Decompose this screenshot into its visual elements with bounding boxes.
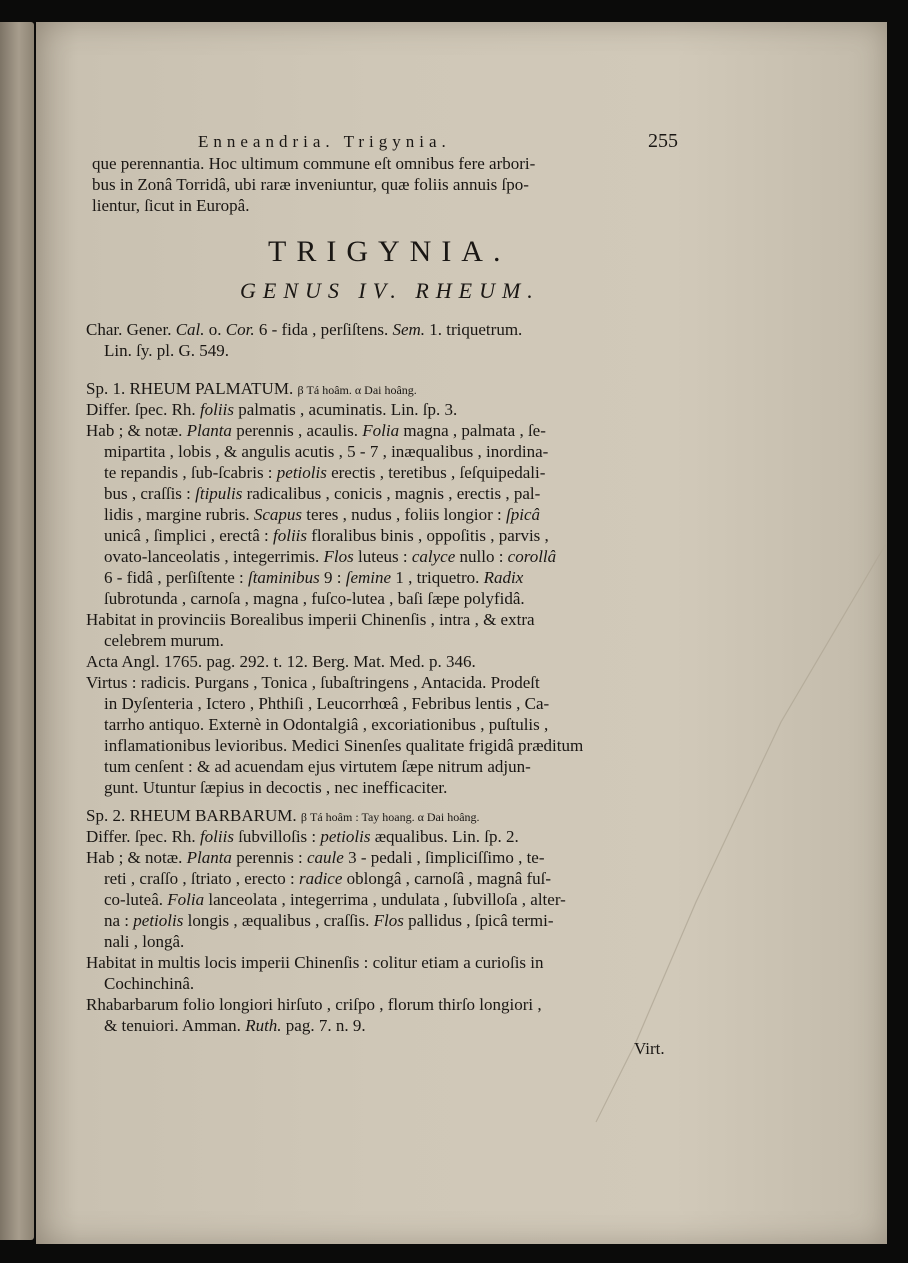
text-line: Rhabarbarum folio longiori hirſuto , criſpo , florum thirſo longiori , bbox=[86, 995, 542, 1014]
text-line: bus , craſſis : ſtipulis radicalibus , conicis , magnis , erectis , pal- bbox=[104, 484, 541, 503]
text-line: in Dyſenteria , Ictero , Phthiſi , Leucorrhœâ , Febribus lentis , Ca- bbox=[104, 694, 550, 713]
page-number: 255 bbox=[648, 130, 678, 152]
text-line: co-luteâ. Folia lanceolata , integerrima , undulata , ſubvilloſa , alter- bbox=[104, 890, 566, 909]
text-line: Differ. ſpec. Rh. foliis palmatis , acuminatis. Lin. ſp. 3. bbox=[86, 400, 458, 419]
text-line: inflamationibus levioribus. Medici Sinenſes qualitate frigidâ præditum bbox=[104, 736, 584, 755]
text-line: Habitat in provinciis Borealibus imperii Chinenſis , intra , & extra bbox=[86, 610, 535, 629]
chinese-names: β Tá hoâm : Tay hoang. α Dai hoâng. bbox=[300, 810, 480, 824]
text-line: Habitat in multis locis imperii Chinenſis : colitur etiam a curioſis in bbox=[86, 953, 544, 972]
text-line: Cochinchinâ. bbox=[104, 974, 195, 993]
text-line: lidis , margine rubris. Scapus teres , nudus , foliis longior : ſpicâ bbox=[104, 505, 540, 524]
text-line: Differ. ſpec. Rh. foliis ſubvilloſis : petiolis æqualibus. Lin. ſp. 2. bbox=[86, 827, 519, 846]
genus-character: Char. Gener. Cal. o. Cor. 6 - fida , perſiſtens. Sem. 1. triquetrum. bbox=[86, 320, 523, 339]
text-line: tarrho antiquo. Externè in Odontalgiâ , excoriationibus , puſtulis , bbox=[104, 715, 549, 734]
intro-line: lientur, ſicut in Europâ. bbox=[92, 196, 250, 215]
species-1-heading bbox=[86, 379, 417, 400]
text-line: tum cenſent : & ad acuendam ejus virtutem ſæpe nitrum adjun- bbox=[104, 757, 531, 776]
book-page bbox=[36, 22, 887, 1244]
text-line: celebrem murum. bbox=[104, 631, 224, 650]
species-2-heading bbox=[86, 806, 480, 827]
text-line: Acta Angl. 1765. pag. 292. t. 12. Berg. Mat. Med. p. 346. bbox=[86, 652, 476, 671]
previous-page-edge bbox=[0, 22, 34, 1240]
genus-title: GENUS IV. RHEUM. bbox=[240, 278, 540, 303]
text-line: ſubrotunda , carnoſa , magna , fuſco-lutea , baſi ſæpe polyfidâ. bbox=[104, 589, 525, 608]
running-title: Enneandria. Trigynia. bbox=[198, 132, 451, 151]
text-line: Hab ; & notæ. Planta perennis : caule 3 - pedali , ſimpliciſſimo , te- bbox=[86, 848, 545, 867]
text-line: ovato-lanceolatis , integerrimis. Flos luteus : calyce nullo : corollâ bbox=[104, 547, 557, 566]
section-title: TRIGYNIA. bbox=[268, 235, 511, 268]
species-name: Sp. 2. RHEUM BARBARUM. bbox=[86, 806, 297, 825]
text-line: na : petiolis longis , æqualibus , craſſis. Flos pallidus , ſpicâ termi- bbox=[104, 911, 554, 930]
intro-line: bus in Zonâ Torridâ, ubi raræ inveniuntur, quæ foliis annuis ſpo- bbox=[92, 175, 529, 194]
text-line: mipartita , lobis , & angulis acutis , 5 - 7 , inæqualibus , inordina- bbox=[104, 442, 549, 461]
text-line: Virtus : radicis. Purgans , Tonica , ſubaſtringens , Antacida. Prodeſt bbox=[86, 673, 540, 692]
catchword: Virt. bbox=[634, 1039, 665, 1058]
species-name: Sp. 1. RHEUM PALMATUM. bbox=[86, 379, 294, 398]
intro-line: que perennantia. Hoc ultimum commune eſt omnibus fere arbori- bbox=[92, 154, 536, 173]
text-line: te repandis , ſub-ſcabris : petiolis erectis , teretibus , ſeſquipedali- bbox=[104, 463, 546, 482]
text-line: reti , craſſo , ſtriato , erecto : radice oblongâ , carnoſâ , magnâ fuſ- bbox=[104, 869, 552, 888]
text-line: unicâ , ſimplici , erectâ : foliis floralibus binis , oppoſitis , parvis , bbox=[104, 526, 549, 545]
genus-reference: Lin. ſy. pl. G. 549. bbox=[104, 341, 229, 360]
text-line: & tenuiori. Amman. Ruth. pag. 7. n. 9. bbox=[104, 1016, 366, 1035]
text-line: nali , longâ. bbox=[104, 932, 185, 951]
text-line: Hab ; & notæ. Planta perennis , acaulis. Folia magna , palmata , ſe- bbox=[86, 421, 546, 440]
text-line: 6 - fidâ , perſiſtente : ſtaminibus 9 : ſemine 1 , triquetro. Radix bbox=[104, 568, 524, 587]
text-line: gunt. Utuntur ſæpius in decoctis , nec inefficaciter. bbox=[104, 778, 448, 797]
chinese-names: β Tá hoâm. α Dai hoâng. bbox=[297, 383, 417, 397]
